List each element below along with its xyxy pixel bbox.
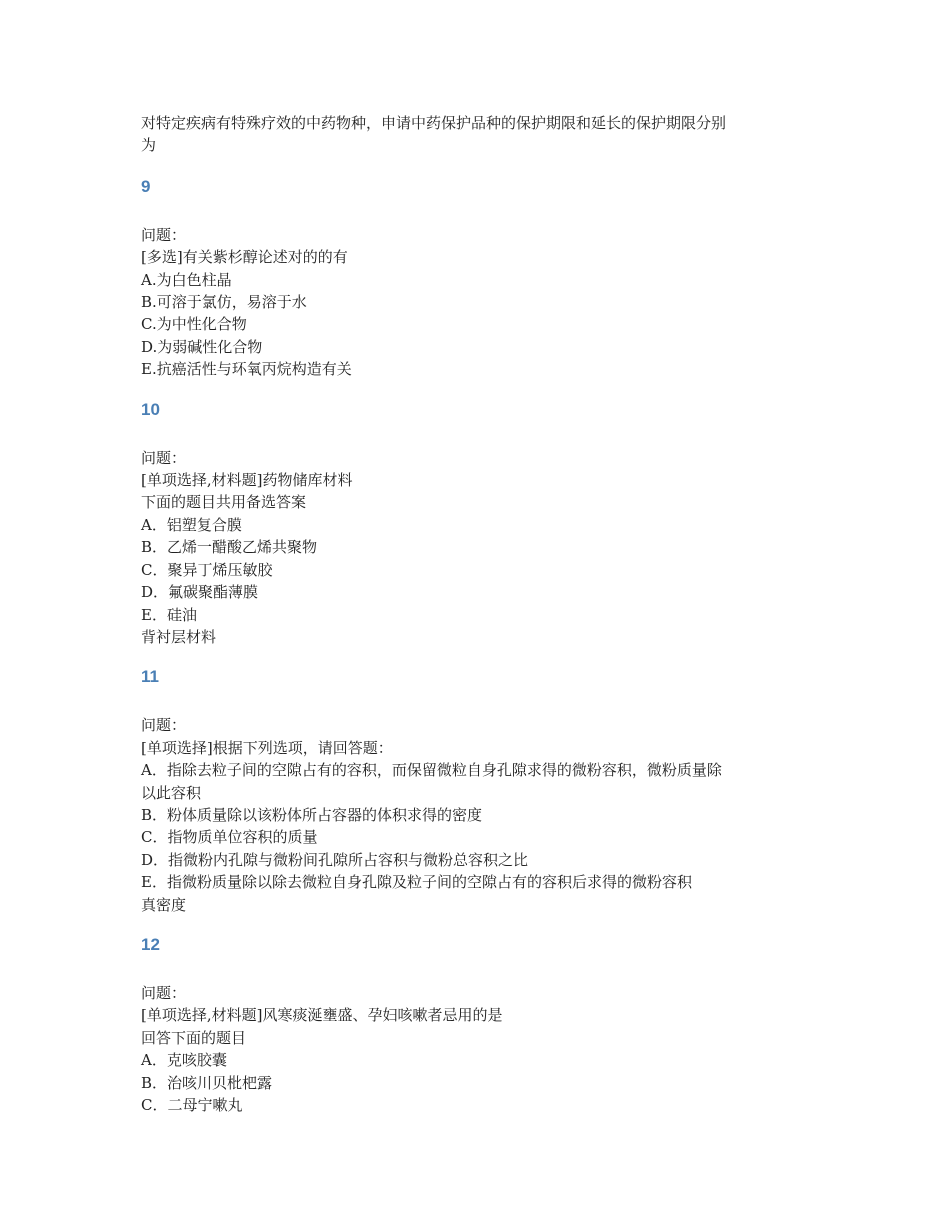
question-line: C．指物质单位容积的质量 xyxy=(141,828,318,847)
question-block xyxy=(141,934,821,1134)
question-line: B．治咳川贝枇杷露 xyxy=(141,1073,273,1092)
spacer xyxy=(141,956,821,982)
question-line: A．铝塑复合膜 xyxy=(141,515,242,534)
question-line: D.为弱碱性化合物 xyxy=(141,337,263,356)
question-line: [单项选择]根据下列选项，请回答题： xyxy=(141,738,393,757)
question-line: A．克咳胶囊 xyxy=(141,1051,227,1070)
question-line: C．二母宁嗽丸 xyxy=(141,1096,243,1114)
question-number: 11 xyxy=(141,667,159,687)
question-line: D．氟碳聚酯薄膜 xyxy=(141,583,259,602)
question-line: C.为中性化合物 xyxy=(141,315,247,334)
spacer xyxy=(141,648,821,666)
question-number: 10 xyxy=(141,399,160,419)
intro-line: 为 xyxy=(141,136,157,155)
document-page xyxy=(141,112,821,1134)
question-line: [单项选择,材料题]药物储库材料 xyxy=(141,471,353,490)
question-line: A.为白色柱晶 xyxy=(141,270,232,289)
question-line: B．乙烯一醋酸乙烯共聚物 xyxy=(141,538,318,557)
question-block xyxy=(141,666,821,934)
question-line: [多选]有关紫杉醇论述对的的有 xyxy=(141,248,348,267)
question-label: 问题： xyxy=(141,225,187,244)
question-number: 12 xyxy=(141,934,160,954)
question-line: E.抗癌活性与环氧丙烷构造有关 xyxy=(141,360,352,379)
question-label: 问题： xyxy=(141,983,187,1002)
question-line: 下面的题目共用备选答案 xyxy=(141,493,307,512)
question-block xyxy=(141,176,821,399)
question-line: 以此容积 xyxy=(141,783,202,802)
question-line: 回答下面的题目 xyxy=(141,1028,247,1047)
question-label: 问题： xyxy=(141,448,187,467)
question-line: 真密度 xyxy=(141,895,187,914)
question-line: 背衬层材料 xyxy=(141,627,217,646)
intro-line: 对特定疾病有特殊疗效的中药物种，申请中药保护品种的保护期限和延长的保护期限分别 xyxy=(141,114,727,132)
question-line: B.可溶于氯仿，易溶于水 xyxy=(141,293,307,312)
question-line: [单项选择,材料题]风寒痰涎壅盛、孕妇咳嗽者忌用的是 xyxy=(141,1006,503,1025)
intro-question-text xyxy=(141,112,821,157)
spacer xyxy=(141,381,821,399)
question-label: 问题： xyxy=(141,716,187,735)
spacer xyxy=(141,916,821,934)
question-block xyxy=(141,399,821,667)
question-line: E．硅油 xyxy=(141,605,197,624)
question-line: A．指除去粒子间的空隙占有的容积，而保留微粒自身孔隙求得的微粉容积，微粉质量除 xyxy=(141,761,722,780)
question-line: E．指微粉质量除以除去微粒自身孔隙及粒子间的空隙占有的容积后求得的微粉容积 xyxy=(141,873,692,892)
spacer xyxy=(141,421,821,447)
question-line: C．聚异丁烯压敏胶 xyxy=(141,560,273,579)
spacer xyxy=(141,198,821,224)
question-line: D．指微粉内孔隙与微粉间孔隙所占容积与微粉总容积之比 xyxy=(141,850,529,869)
question-number: 9 xyxy=(141,176,151,196)
question-line: B．粉体质量除以该粉体所占容器的体积求得的密度 xyxy=(141,805,483,824)
spacer xyxy=(141,1116,821,1134)
question-list xyxy=(141,176,821,1135)
spacer xyxy=(141,688,821,714)
